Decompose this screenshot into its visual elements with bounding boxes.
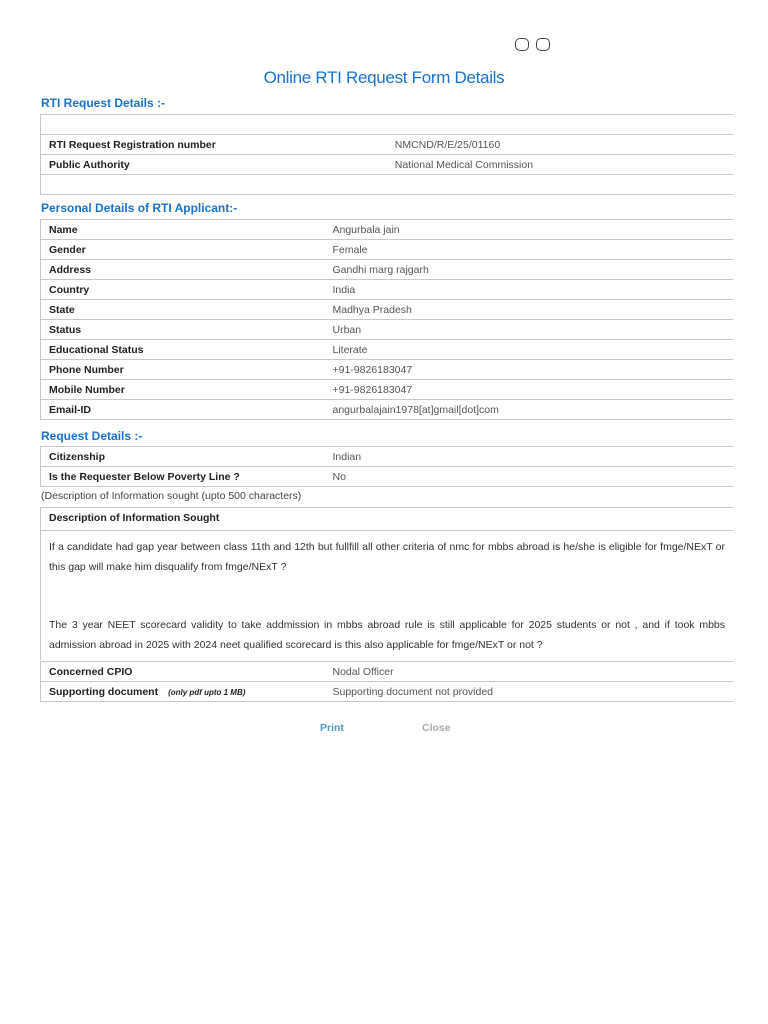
row-label: Citizenship [41,447,325,467]
row-label: Phone Number [41,360,325,380]
row-value: NMCND/R/E/25/01160 [387,135,733,155]
table-row [41,155,734,175]
row-value: +91-9826183047 [325,380,734,400]
row-label: Supporting document [49,685,159,698]
row-label: Status [41,320,325,340]
row-value: Literate [325,340,734,360]
table-row [41,682,734,702]
table-row [41,380,734,400]
request-details-table [40,446,733,487]
row-label: State [41,300,325,320]
row-value: Indian [325,447,734,467]
print-button[interactable]: Print [320,722,344,734]
row-label: Country [41,280,325,300]
description-heading: Description of Information Sought [41,508,733,531]
square-icon[interactable] [515,38,529,51]
row-value: Nodal Officer [325,662,734,682]
table-row [41,400,734,420]
description-paragraph: If a candidate had gap year between class 11th and 12th but fullfill all other criteria of nmc for mbbs abroad is he/she is eligible for fmge/NExT or this gap will make him disqualify from fmge/NExT ? [49,541,725,573]
table-row [41,135,734,155]
row-value: Angurbala jain [325,220,734,240]
row-label: Educational Status [41,340,325,360]
close-button[interactable]: Close [422,722,451,734]
description-paragraph: The 3 year NEET scorecard validity to take addmission in mbbs abroad rule is still applicable for 2025 students or not , and if took mbbs admission abroad in 2025 with 2024 neet qualified scorecard is this also applicable for fmge/NExT or not ? [49,619,725,651]
row-value: angurbalajain1978[at]gmail[dot]com [325,400,734,420]
row-value: India [325,280,734,300]
table-row [41,280,734,300]
row-label: Address [41,260,325,280]
cpio-table [40,661,733,702]
table-row [41,340,734,360]
window-controls [515,38,550,51]
table-row [41,240,734,260]
description-note: (Description of Information sought (upto 500 characters) [41,490,302,502]
row-label: Concerned CPIO [41,662,325,682]
table-row [41,662,734,682]
row-value: No [325,467,734,487]
row-label: Gender [41,240,325,260]
section-request-details: Request Details :- [41,429,143,443]
table-row [41,300,734,320]
table-row [41,360,734,380]
row-label: RTI Request Registration number [41,135,387,155]
row-value: Female [325,240,734,260]
table-row [41,467,734,487]
section-rti-request: RTI Request Details :- [41,96,166,110]
row-label: Mobile Number [41,380,325,400]
row-value: National Medical Commission [387,155,733,175]
row-value: Urban [325,320,734,340]
row-value: Supporting document not provided [325,682,734,702]
row-value: Gandhi marg rajgarh [325,260,734,280]
rti-request-table [40,114,733,195]
row-label: Is the Requester Below Poverty Line ? [41,467,325,487]
file-size-hint: (only pdf upto 1 MB) [168,687,246,697]
row-value: +91-9826183047 [325,360,734,380]
row-value: Madhya Pradesh [325,300,734,320]
page-title: Online RTI Request Form Details [263,68,505,87]
table-row [41,260,734,280]
table-row [41,447,734,467]
table-row [41,320,734,340]
row-label: Name [41,220,325,240]
empty-row [41,115,734,135]
square-icon[interactable] [536,38,550,51]
supporting-document-label [41,682,325,702]
row-label: Public Authority [41,155,387,175]
empty-row [41,175,734,195]
row-label: Email-ID [41,400,325,420]
description-block [40,507,733,660]
section-personal-details: Personal Details of RTI Applicant:- [41,201,238,215]
table-row [41,220,734,240]
personal-details-table [40,219,733,420]
